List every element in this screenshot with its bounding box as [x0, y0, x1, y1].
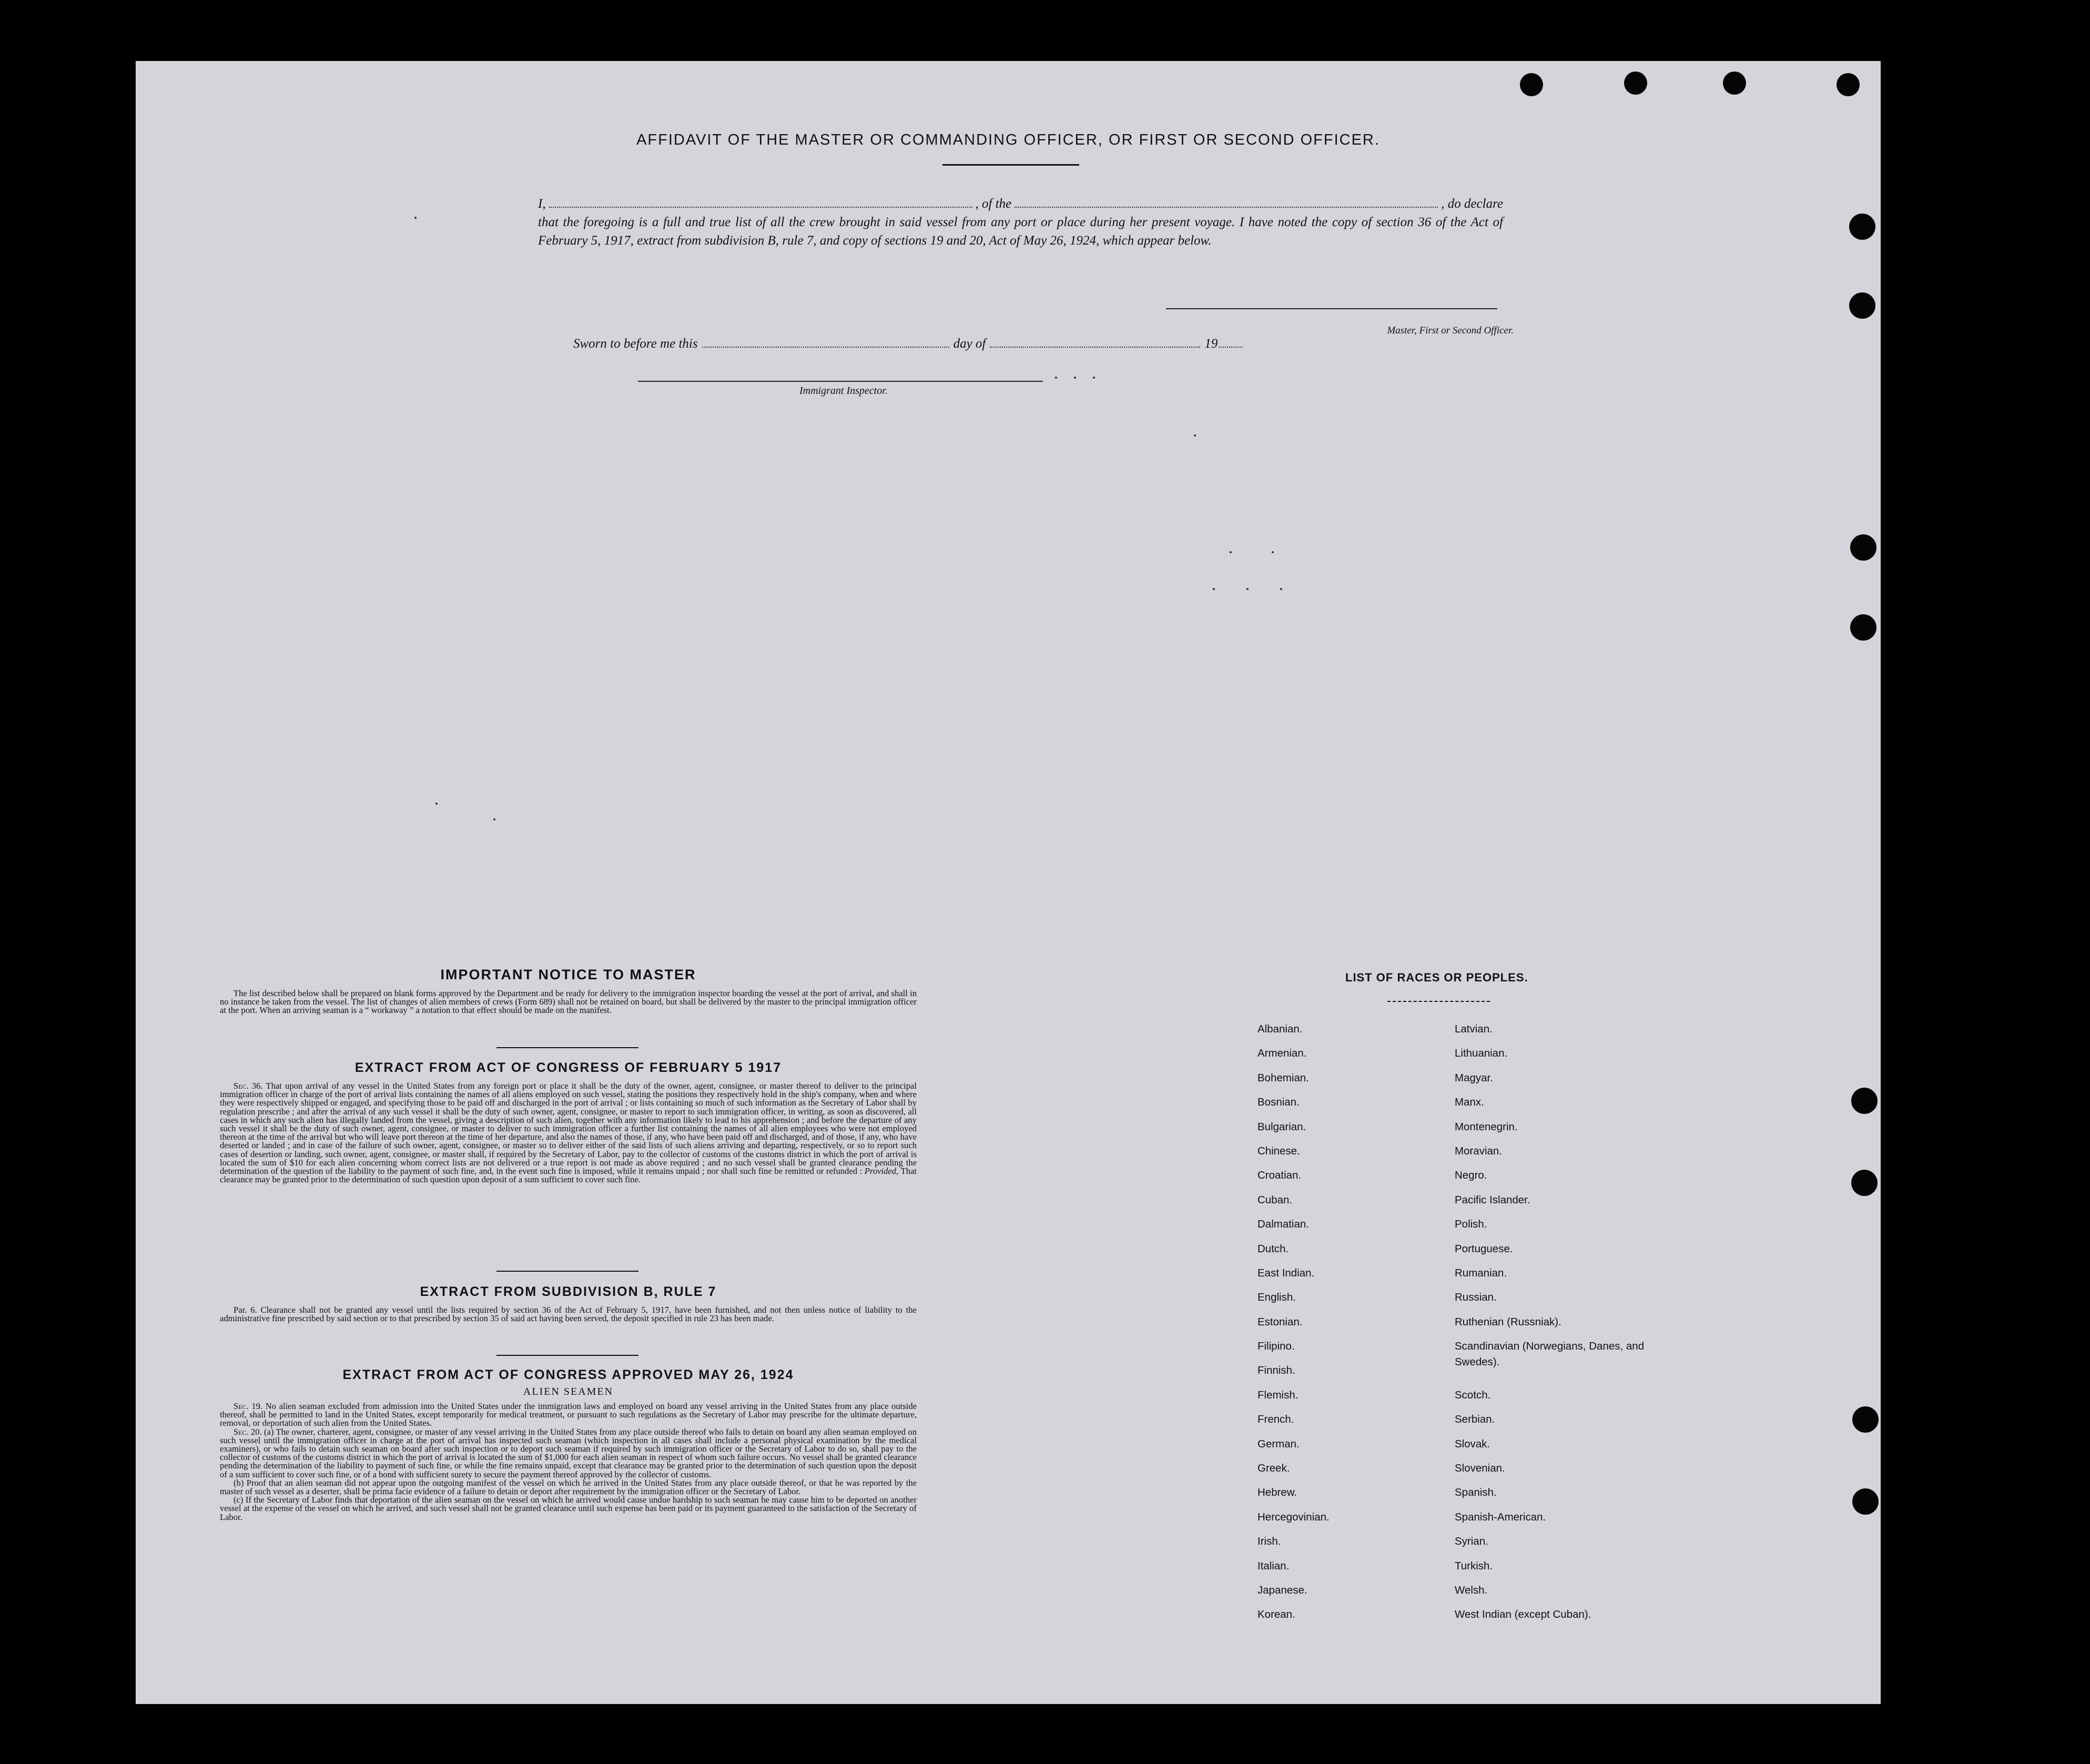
race-list-item: Slovak. [1455, 1437, 1490, 1450]
race-list-item: Pacific Islander. [1455, 1193, 1530, 1206]
race-list-item: Spanish-American. [1455, 1510, 1546, 1523]
race-list-item: Dutch. [1257, 1242, 1289, 1255]
race-list-item: Armenian. [1257, 1047, 1307, 1060]
inspector-signature-line[interactable] [638, 381, 1043, 382]
extract1-label: Sec. 36. [234, 1081, 263, 1091]
extract-1936-section [220, 1060, 917, 1184]
vessel-field[interactable] [1014, 196, 1438, 208]
declaration-text: that the foregoing is a full and true list of all the crew brought in said vessel from any port or place during her present voyage. I have noted the copy of section 36 of the Act of February 5, 1917, extract from subdivision B, rule 7, and copy of sections 19 and 20, Act of May 26, 1924, which appear below. [538, 215, 1503, 248]
sec19-label: Sec. 19. [234, 1401, 263, 1411]
extract-rule7-section [220, 1284, 917, 1323]
section-divider [496, 1271, 638, 1272]
scan-speck [1093, 377, 1095, 379]
signature-caption: Master, First or Second Officer. [1387, 325, 1514, 336]
race-list-item: Syrian. [1455, 1535, 1488, 1548]
race-list-item: Polish. [1455, 1218, 1487, 1231]
race-list-item: Cuban. [1257, 1193, 1293, 1206]
signature-line[interactable] [1166, 308, 1497, 309]
scan-speck [1280, 588, 1282, 590]
race-list-item: Serbian. [1455, 1413, 1495, 1426]
race-list-item: Italian. [1257, 1559, 1290, 1572]
race-list-item: Lithuanian. [1455, 1047, 1508, 1060]
sworn-prefix: Sworn to before me this [573, 337, 698, 351]
race-list-item: Hercegovinian. [1257, 1510, 1330, 1523]
race-list-item: Slovenian. [1455, 1462, 1505, 1475]
race-list-item: Rumanian. [1455, 1266, 1507, 1279]
notice-section [220, 967, 917, 1015]
sworn-month-field[interactable] [990, 337, 1200, 348]
sec20c-body: (c) If the Secretary of Labor finds that deportation of the alien seaman on the vessel on which he arrived would cause undue hardship to such seaman he may cause him to be deported on another vessel at the expense of the vessel on which he arrived, and such vessel shall not be granted clearance until such expense has been paid or its payment guaranteed to the satisfaction of the Secretary of Labor. [220, 1495, 917, 1522]
race-list-item: Japanese. [1257, 1584, 1307, 1596]
punch-hole [1723, 72, 1746, 95]
scan-speck [493, 818, 495, 820]
race-list-item: Negro. [1455, 1169, 1487, 1182]
sec20a-body: (a) The owner, charterer, agent, consignee, or master of any vessel arriving in the United States from any place outside thereof who fails to detain on board any alien seaman employed on such vessel until the immigration officer in charge at the port of arrival has inspected such seaman (which inspection in all cases shall include a personal physical examination by the medical examiners), or who fails to detain such seaman on board after such inspection or to deport such seaman if required by such immigration officer or the Secretary of Labor to do so, shall pay to the collector of customs of the customs district in which the port of arrival is located the sum of $1,000 for each alien seaman in respect of whom such failure occurs. No vessel shall be granted clearance pending the determination of the liability to payment of such fine, or while the fine remains unpaid, except that clearance may be granted prior to the determination of such question upon the deposit of a sum sufficient to cover such fine, or of a bond with sufficient surety to secure the payment thereof approved by the collector of customs. [220, 1426, 917, 1479]
races-title: LIST OF RACES OR PEOPLES. [1345, 971, 1528, 984]
scan-speck [1194, 434, 1196, 437]
race-list-item: Latvian. [1455, 1023, 1493, 1035]
race-list-item: French. [1257, 1413, 1294, 1426]
sec19-body: No alien seaman excluded from admission into the United States under the immigration laws and employed on board any vessel arriving in the United States from any place outside thereof, shall be permitted to land in the United States, except temporarily for medical treatment, or pursuant to such regulations as the Secretary of Labor may prescribe for the ultimate departure, removal, or deportation of such alien from the United States. [220, 1401, 917, 1428]
race-list-item: Chinese. [1257, 1144, 1300, 1157]
punch-hole [1520, 73, 1543, 96]
sworn-year-field[interactable] [1219, 337, 1243, 348]
extract1-body: That upon arrival of any vessel in the United States from any foreign port or place it shall be the duty of the owner, agent, consignee, or master thereof to deliver to the principal immigration officer in charge of the port of arrival lists containing the names of all aliens employed on such vessel, stating the positions they respectively hold in the ship's company, when and where they were respectively shipped or engaged, and specifying those to be paid off and discharged in the port of arrival ; or lists containing so much of such information as the Secretary of Labor shall by regulation prescribe ; and after the arrival of any such vessel it shall be the duty of such owner, agent, consignee, or master to report to such immigration officer, in writing, as soon as discovered, all cases in which any such alien has illegally landed from the vessel, giving a description of such alien, together with any information likely to lead to his apprehension ; and before the departure of any such vessel it shall be the duty of such owner, agent, consignee, or master to deliver to such immigration officer a further list containing the names of all alien employees who were not employed thereon at the time of the arrival but who will leave port thereon at the time of her departure, and also the names of those, if any, who have been paid off and discharged, and of those, if any, who have deserted or landed ; and in case of the failure of such owner, agent, consignee, or master so to deliver either of the said lists of such aliens arriving and departing, respectively, or so to report such cases of desertion or landing, such owner, agent, consignee, or master shall, if required by the Secretary of Labor, pay to the collector of customs of the customs district in which the port of arrival is located the sum of $10 for each alien concerning whom correct lists are not delivered or a true report is not made as above required ; and no such vessel shall be granted clearance pending the determination of the question of the liability to the payment of such fine, and, in the event such fine is imposed, while it remains unpaid ; nor shall such fine be remitted or refunded : [220, 1081, 917, 1177]
race-list-item: German. [1257, 1437, 1300, 1450]
race-list-item: Bulgarian. [1257, 1120, 1306, 1133]
scan-speck [1230, 551, 1232, 553]
race-list-item: Russian. [1455, 1291, 1497, 1304]
races-right-column [1455, 1017, 1655, 1627]
race-list-item: Dalmatian. [1257, 1218, 1309, 1231]
race-list-item: Hebrew. [1257, 1486, 1297, 1499]
race-list-item: Scotch. [1455, 1388, 1491, 1401]
extract1-proviso-label: Provided, [864, 1166, 899, 1177]
punch-hole [1837, 73, 1860, 96]
punch-hole [1849, 214, 1875, 240]
races-left-column [1257, 1017, 1447, 1627]
sworn-line [573, 337, 1247, 351]
race-list-item: Magyar. [1455, 1071, 1493, 1084]
scan-speck [1272, 551, 1274, 553]
notice-title: IMPORTANT NOTICE TO MASTER [440, 967, 696, 982]
punch-hole [1852, 1488, 1879, 1515]
extract2-body: Par. 6. Clearance shall not be granted any vessel until the lists required by section 36 of the Act of February 5, 1917, have been furnished, and not then unless notice of liability to the administrative fine prescribed by said section or to that prescribed by section 35 of said act having been served, the deposit specified in rule 23 has been made. [220, 1305, 917, 1324]
scan-speck [1074, 377, 1076, 379]
scan-speck [1055, 377, 1057, 379]
sec20b-body: (b) Proof that an alien seaman did not appear upon the outgoing manifest of the vessel on which he arrived in the United States from any place outside thereof, or that he was reported by the master of such vessel as a deserter, shall be prima facie evidence of a failure to detain or deport after requirement by the immigration officer or the Secretary of Labor. [220, 1477, 917, 1497]
extract3-title: EXTRACT FROM ACT OF CONGRESS APPROVED MAY 26, 1924 [342, 1367, 794, 1382]
punch-hole [1851, 1088, 1878, 1114]
section-divider [496, 1047, 638, 1048]
declaration-name-prefix: I, [538, 197, 546, 211]
race-list-item: Finnish. [1257, 1364, 1295, 1377]
extract2-title: EXTRACT FROM SUBDIVISION B, RULE 7 [420, 1284, 717, 1299]
race-list-item: Estonian. [1257, 1315, 1303, 1328]
races-divider [1387, 1001, 1490, 1002]
document-page [136, 61, 1881, 1704]
punch-hole [1624, 72, 1647, 95]
race-list-item: Korean. [1257, 1608, 1295, 1621]
race-list-item: Albanian. [1257, 1023, 1303, 1035]
notice-body: The list described below shall be prepared on blank forms approved by the Department and be ready for delivery to the immigration inspector boarding the vessel at the port of arrival, and shall in no instance be taken from the vessel. The list of changes of alien members of crews (Form 689) shall not be retained on board, but shall be delivered by the master to the principal immigration officer at the port. When an arriving seaman is a “ workaway ” a notation to that effect should be made on the manifest. [220, 988, 917, 1016]
race-list-item: Irish. [1257, 1535, 1281, 1548]
race-list-item: Ruthenian (Russniak). [1455, 1315, 1561, 1328]
punch-hole [1850, 534, 1876, 561]
race-list-item: Portuguese. [1455, 1242, 1513, 1255]
sworn-day-field[interactable] [702, 337, 949, 348]
scan-speck [1246, 588, 1249, 590]
declaration-block [538, 195, 1503, 250]
scan-speck [435, 803, 438, 805]
sworn-day-label: day of [953, 337, 986, 351]
punch-hole [1852, 1406, 1879, 1433]
race-list-item: Greek. [1257, 1462, 1290, 1475]
race-list-item: East Indian. [1257, 1266, 1315, 1279]
name-field[interactable] [549, 196, 972, 208]
extract-1924-section [220, 1367, 917, 1522]
scan-speck [1213, 588, 1215, 590]
race-list-item: Moravian. [1455, 1144, 1503, 1157]
race-list-item: Filipino. [1257, 1340, 1295, 1353]
sworn-year-label: 19 [1204, 337, 1218, 351]
declaration-vessel-prefix: , of the [975, 197, 1012, 211]
race-list-item: Spanish. [1455, 1486, 1497, 1499]
race-list-item: Bohemian. [1257, 1071, 1310, 1084]
affidavit-title: AFFIDAVIT OF THE MASTER OR COMMANDING OFFICER, OR FIRST OR SECOND OFFICER. [636, 131, 1380, 148]
punch-hole [1851, 1170, 1878, 1196]
section-divider [496, 1355, 638, 1356]
race-list-item: Welsh. [1455, 1584, 1488, 1596]
race-list-item: Montenegrin. [1455, 1120, 1518, 1133]
race-list-item: Scandinavian (Norwegians, Danes, and Swedes). [1455, 1340, 1645, 1368]
extract3-subtitle: ALIEN SEAMEN [523, 1386, 614, 1397]
race-list-item: English. [1257, 1291, 1296, 1304]
title-divider [942, 164, 1079, 166]
punch-hole [1850, 614, 1876, 641]
extract1-title: EXTRACT FROM ACT OF CONGRESS OF FEBRUARY 5 1917 [354, 1060, 782, 1075]
race-list-item: Croatian. [1257, 1169, 1302, 1182]
race-list-item: Manx. [1455, 1096, 1484, 1109]
race-list-item: Flemish. [1257, 1388, 1298, 1401]
race-list-item: West Indian (except Cuban). [1455, 1608, 1591, 1621]
race-list-item: Turkish. [1455, 1559, 1493, 1572]
extract1-proviso: That clearance may be granted prior to the determination of such question upon deposit of a sum sufficient to cover such fine. [220, 1166, 917, 1185]
sec20-label: Sec. 20. [234, 1426, 262, 1437]
punch-hole [1849, 292, 1875, 319]
inspector-caption: Immigrant Inspector. [799, 385, 888, 397]
race-list-item: Bosnian. [1257, 1096, 1300, 1109]
declaration-suffix: , do declare [1441, 197, 1503, 211]
scan-speck [414, 217, 417, 219]
